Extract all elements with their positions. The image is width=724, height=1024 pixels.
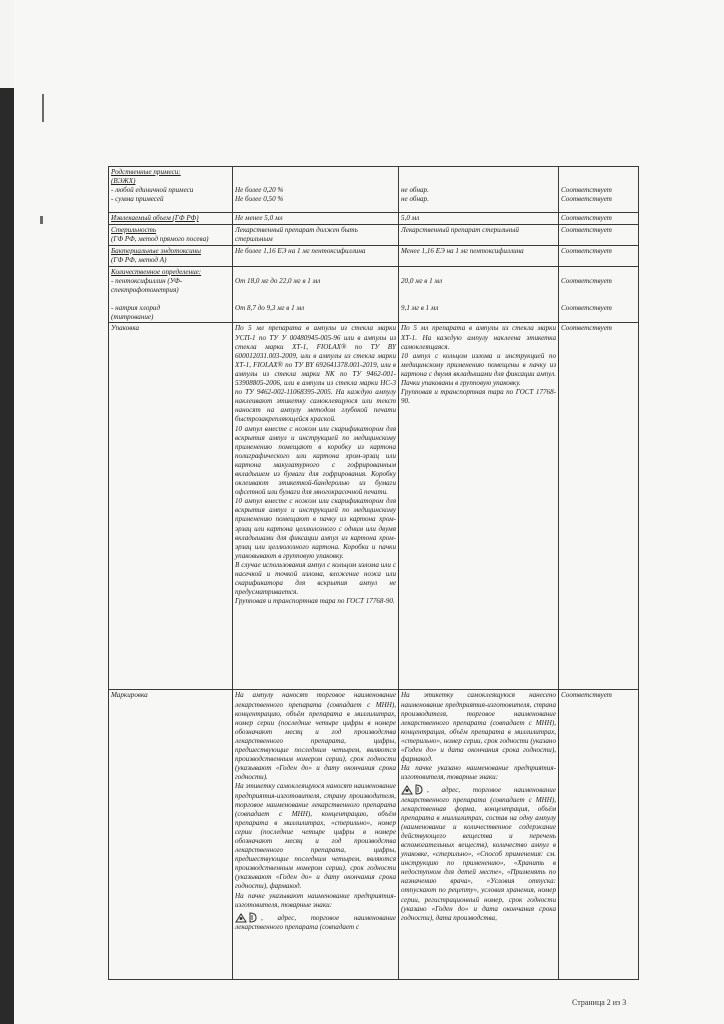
indicator-label: Родственные примеси: (111, 168, 181, 176)
indicator-cell: Упаковка (109, 323, 233, 690)
analysis-protocol-table (108, 166, 639, 980)
table-row (109, 690, 639, 980)
table-row (109, 167, 639, 213)
result-text: На пачке указано наименование предприятия-изготовителя, товарные знаки: (401, 764, 556, 782)
conclusion-cell (559, 267, 639, 323)
requirement-text: 10 ампул вместе с ножом или скарификатором для вскрытия ампул и инструкцией по медицинскому применению помещают в коробку из картона полиграфического или картона хром-эрзац или картона макулатурного с гофрированным вкладышем из бумаги для гофрирования. Коробку оклеивают этикеткой-бандеролью из бумаги офсетной или бумаги для многокрасочной печати. (235, 424, 396, 497)
conclusion-cell: Соответствует (559, 323, 639, 690)
indicator-label: Стерильность (111, 226, 157, 234)
page-number: Страница 2 из 3 (572, 998, 627, 1007)
table-row (109, 225, 639, 246)
requirement-cell (233, 225, 399, 246)
trademark-logo-icon (235, 911, 259, 923)
table-row (109, 267, 639, 323)
requirement-text-continued: , адрес, торговое наименование лекарственного препарата (совпадает с (235, 913, 396, 931)
conclusion-value: Соответствует (561, 304, 612, 313)
conclusion-value: Соответствует (561, 277, 612, 285)
requirement-cell (233, 690, 399, 980)
result-value: 20,0 мг в 1 мл (401, 277, 443, 285)
table-row (109, 213, 639, 225)
result-cell (399, 267, 559, 323)
indicator-label: Бактериальные эндотоксины (111, 247, 201, 255)
requirement-value: Не более 0,50 % (235, 195, 284, 204)
requirement-text: Групповая и транспортная тара по ГОСТ 17768-90. (235, 597, 395, 606)
result-text-continued: , адрес, торговое наименование лекарственного препарата (совпадает с МНН), лекарственная форма, концентрация, объём препарата в миллилитрах, состав на одну ампулу (наименование и количественное содержание действующего вещества и перечень вспомогательных веществ), количество ампул в упаковке, «стерильно», «Способ применения: см. инструкцию по применению», «Хранить в недоступном для детей месте», «Применять по назначению врача», «Условия отпуска: отпускают по рецепту», условия хранения, номер серии, регистрационный номер, срок годности (указано «Годен до» и дата окончания срока годности), дата производства, (401, 786, 556, 922)
result-cell: Менее 1,16 ЕЭ на 1 мг пентоксифиллина (399, 246, 559, 267)
indicator-cell (109, 246, 233, 267)
conclusion-cell: Соответствует (559, 225, 639, 246)
indicator-cell (109, 267, 233, 323)
requirement-text: На этикетку самоклеящуюся наносят наименование предприятия-изготовителя, страну производителя, торговое наименование лекарственного препарата (совпадает с МНН), концентрацию, объём препарата в миллилитрах, «стерильно», номер серии (последние четыре цифры в номере обозначают месяц и год производства лекарственного препарата, цифры, предшествующие последним четырем, являются производственным номером серии), срок годности (указывают «Годен до» и дату окончания срока годности), фармакод. (235, 782, 396, 891)
conclusion-cell: Соответствует (559, 246, 639, 267)
indicator-cell (109, 225, 233, 246)
result-cell: 5,0 мл (399, 213, 559, 225)
trademark-logo-icon (401, 783, 425, 795)
indicator-sub: - натрия хлорид (111, 304, 161, 313)
indicator-cell: Маркировка (109, 690, 233, 980)
indicator-method: (титрование) (111, 313, 154, 322)
indicator-cell (109, 167, 233, 213)
conclusion-cell (559, 167, 639, 213)
indicator-method: (ГФ РФ, метод прямого посева) (111, 235, 209, 244)
requirement-value: От 18,0 мг до 22,0 мг в 1 мл (235, 277, 321, 285)
requirement-text: По 5 мл препарата в ампулы из стекла марки УСП-1 по ТУ У 00480945-005-96 или в ампулы из стекла марки ХТ-1, FIOLAX® по ТУ BY 600012031.003-2009, или в ампулы из стекла марки ХТ-1, FIOLAX® по ТУ BY 692641378.001-2019, или в ампулы из стекла марки NK по ТУ 9462-001-53908805-2006, или в ампулы из стекла марки НС-3 по ТУ 9462-002-11068395-2005. На каждую ампулу наклеивают этикетку самоклеящуюся или текст наносят на ампулу методом глубокой печати быстрозакрепляющейся краской. (235, 324, 396, 424)
conclusion-cell: Соответствует (559, 213, 639, 225)
result-text: Групповая и транспортная тара по ГОСТ 17768-90. (401, 388, 556, 406)
indicator-cell: Извлекаемый объем (ГФ РФ) (109, 213, 233, 225)
result-value: не обнар. (401, 186, 429, 194)
requirement-value: стерильным (235, 235, 273, 244)
result-cell (399, 323, 559, 690)
indicator-method: спектрофотометрия) (111, 286, 179, 295)
requirement-text: На пачке указывают наименование предприятия-изготовителя, товарные знаки: (235, 891, 396, 909)
requirement-cell: Не более 1,16 ЕЭ на 1 мг пентоксифиллина (233, 246, 399, 267)
requirement-cell (233, 323, 399, 690)
requirement-text: 10 ампул вместе с ножом или скарификатором для вскрытия ампул и инструкцией по медицинскому применению помещают в пачку из картона хром-эрзац или картона целлюлозного с одним или двумя вкладышами для фиксации ампул из картона хром-эрзац или целлюлозного картона. Коробки и пачки упаковывают в групповую упаковку. (235, 497, 396, 560)
scan-edge-shadow (0, 88, 14, 1024)
conclusion-cell: Соответствует (559, 690, 639, 980)
result-text: По 5 мл препарата в ампулы из стекла марки ХТ-1. На каждую ампулу наклеена этикетка самоклеящаяся. (401, 324, 556, 351)
requirement-cell (233, 267, 399, 323)
requirement-value: Не более 0,20 % (235, 186, 284, 194)
indicator-method: (ВЭЖХ) (111, 177, 136, 186)
requirement-cell (233, 167, 399, 213)
result-text: 10 ампул с кольцом излома и инструкцией по медицинскому применению помещены в пачку из картона с двумя вкладышами для фиксации ампул. Пачки упакованы в групповую упаковку. (401, 351, 556, 388)
indicator-label: Количественное определение: (111, 268, 202, 276)
table-row (109, 246, 639, 267)
requirement-text (235, 910, 396, 932)
conclusion-value: Соответствует (561, 186, 612, 194)
requirement-value: Лекарственный препарат должен быть (235, 226, 358, 234)
result-text (401, 782, 556, 922)
indicator-sub: - любой единичной примеси (111, 186, 194, 195)
requirement-text: На ампулу наносят торговое наименование лекарственного препарата (совпадает с МНН), концентрацию, объём препарата в миллилитрах, номер серии (последние четыре цифры в номере обозначают месяц и год производства лекарственного препарата, цифры, предшествующие последним четырем, являются производственным номером серии), срок годности (указывают «Годен до» и дату окончания срока годности). (235, 691, 396, 782)
requirement-value: От 8,7 до 9,3 мг в 1 мл (235, 304, 305, 313)
indicator-sub: - пентоксифиллин (УФ- (111, 277, 183, 286)
result-cell: Лекарственный препарат стерильный (399, 225, 559, 246)
requirement-text: В случае использования ампул с кольцом излома или с насечкой и точкой излома, вложение ножа или скарификатора для вскрытия ампул не предусматривается. (235, 560, 396, 597)
result-text: На этикетку самоклеящуюся нанесено наименование предприятия-изготовителя, страна производителя, торговое наименование лекарственного препарата (совпадает с МНН), концентрация, объём препарата в миллилитрах, «стерильно», номер серии, срок годности (указано «Годен до» и дата окончания срока годности), фармакод. (401, 691, 556, 764)
scan-speck (40, 216, 43, 224)
result-value: не обнар. (401, 195, 429, 204)
scan-speck (42, 94, 44, 122)
indicator-method: (ГФ РФ, метод А) (111, 256, 167, 265)
requirement-cell: Не менее 5,0 мл (233, 213, 399, 225)
result-cell (399, 167, 559, 213)
table-row (109, 323, 639, 690)
result-value: 9,1 мг в 1 мл (401, 304, 439, 313)
indicator-sub: - сумма примесей (111, 195, 164, 204)
conclusion-value: Соответствует (561, 195, 612, 204)
result-cell (399, 690, 559, 980)
